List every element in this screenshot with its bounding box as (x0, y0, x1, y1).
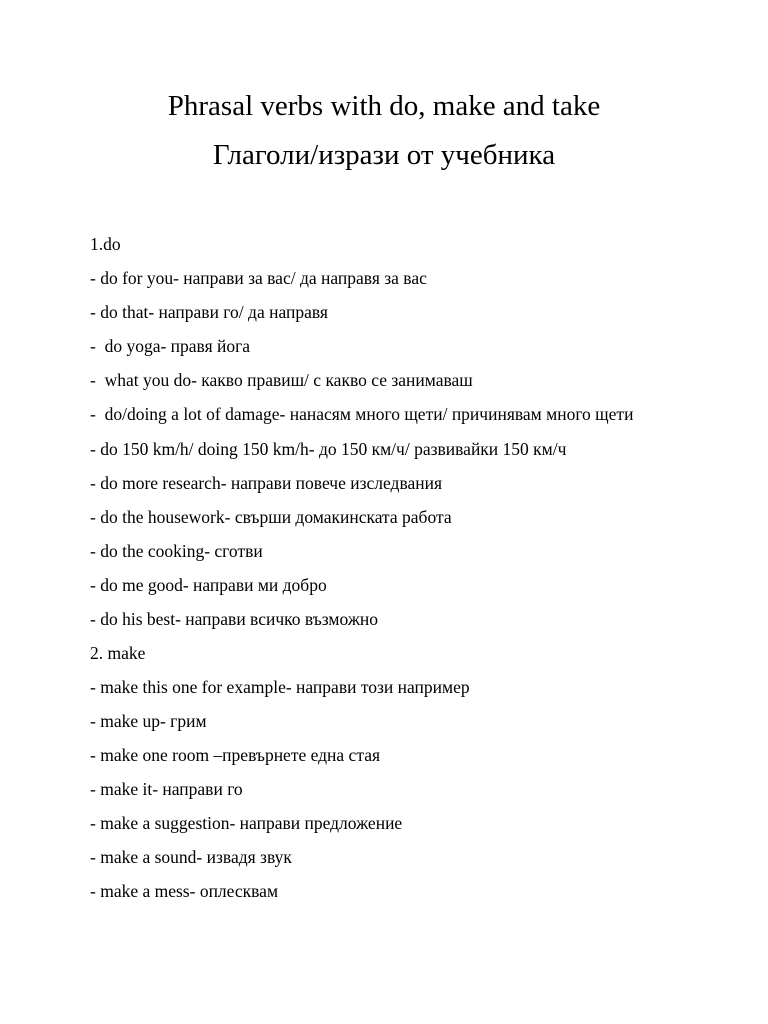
list-item: - do more research- направи повече изследвания (90, 473, 443, 493)
list-item: - do the housework- свърши домакинската работа (90, 507, 452, 527)
list-item: - do his best- направи всичко възможно (90, 609, 379, 629)
phrase-list (90, 232, 690, 913)
list-item: - do the cooking- сготви (90, 541, 263, 561)
list-item: - do/doing a lot of damage- нанасям много щети/ причинявам много щети (90, 404, 634, 424)
list-item: - do yoga- правя йога (90, 336, 251, 356)
section-heading-make: 2. make (90, 643, 146, 663)
list-item: - do me good- направи ми добро (90, 575, 327, 595)
list-item: - make a mess- оплесквам (90, 881, 279, 901)
list-item: - make it- направи го (90, 779, 243, 799)
list-item: - what you do- какво правиш/ с какво се занимаваш (90, 370, 473, 390)
list-item: - make up- грим (90, 711, 207, 731)
list-item: - make a sound- извадя звук (90, 847, 292, 867)
list-item: - make one room –превърнете една стая (90, 745, 381, 765)
list-item: - make a suggestion- направи предложение (90, 813, 403, 833)
list-item: - make this one for example- направи този например (90, 677, 470, 697)
list-item: - do for you- направи за вас/ да направя за вас (90, 268, 427, 288)
document-title: Phrasal verbs with do, make and take (167, 90, 601, 122)
section-heading-do: 1.do (90, 234, 121, 254)
list-item: - do 150 km/h/ doing 150 km/h- до 150 км/ч/ развивайки 150 км/ч (90, 439, 567, 459)
list-item: - do that- направи го/ да направя (90, 302, 328, 322)
document-subtitle: Глаголи/изрази от учебника (212, 139, 556, 171)
